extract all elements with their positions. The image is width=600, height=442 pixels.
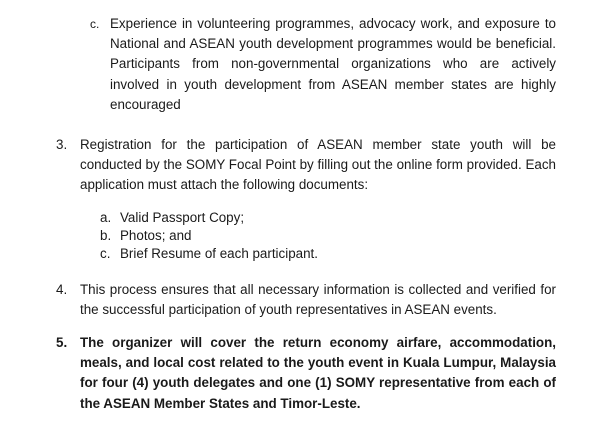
list-marker-3: 3.: [56, 137, 68, 152]
document-marker-c: c.: [100, 246, 111, 261]
list-marker-c: c.: [90, 17, 100, 31]
list-marker-4: 4.: [56, 282, 68, 297]
organizer-coverage-text: The organizer will cover the return economy airfare, accommodation, meals, and local cost related to the youth event in Kuala Lumpur, Malaysia for four (4) youth delegates and one (1) SOMY representative from each of the ASEAN Member States and Timor-Leste.: [80, 335, 556, 411]
document-text-resume: Brief Resume of each participant.: [120, 246, 318, 261]
document-marker-b: b.: [100, 228, 112, 243]
list-marker-5: 5.: [56, 335, 68, 350]
registration-item-text: Registration for the participation of ASEAN member state youth will be conducted by the SOMY Focal Point by filling out the online form provided. Each application must attach the following documents:: [80, 137, 556, 193]
document-text-photos: Photos; and: [120, 228, 192, 243]
process-item-text: This process ensures that all necessary information is collected and verified for the successful participation of youth representatives in ASEAN events.: [80, 282, 556, 318]
document-item-resume: [100, 244, 318, 264]
eligibility-item-c-text: Experience in volunteering programmes, advocacy work, and exposure to National and ASEAN youth development programmes would be beneficial. Participants from non-governmental organizations who are actively involved in youth development from ASEAN member states are highly encouraged: [110, 16, 556, 112]
document-marker-a: a.: [100, 210, 112, 225]
document-text-passport: Valid Passport Copy;: [120, 210, 245, 225]
